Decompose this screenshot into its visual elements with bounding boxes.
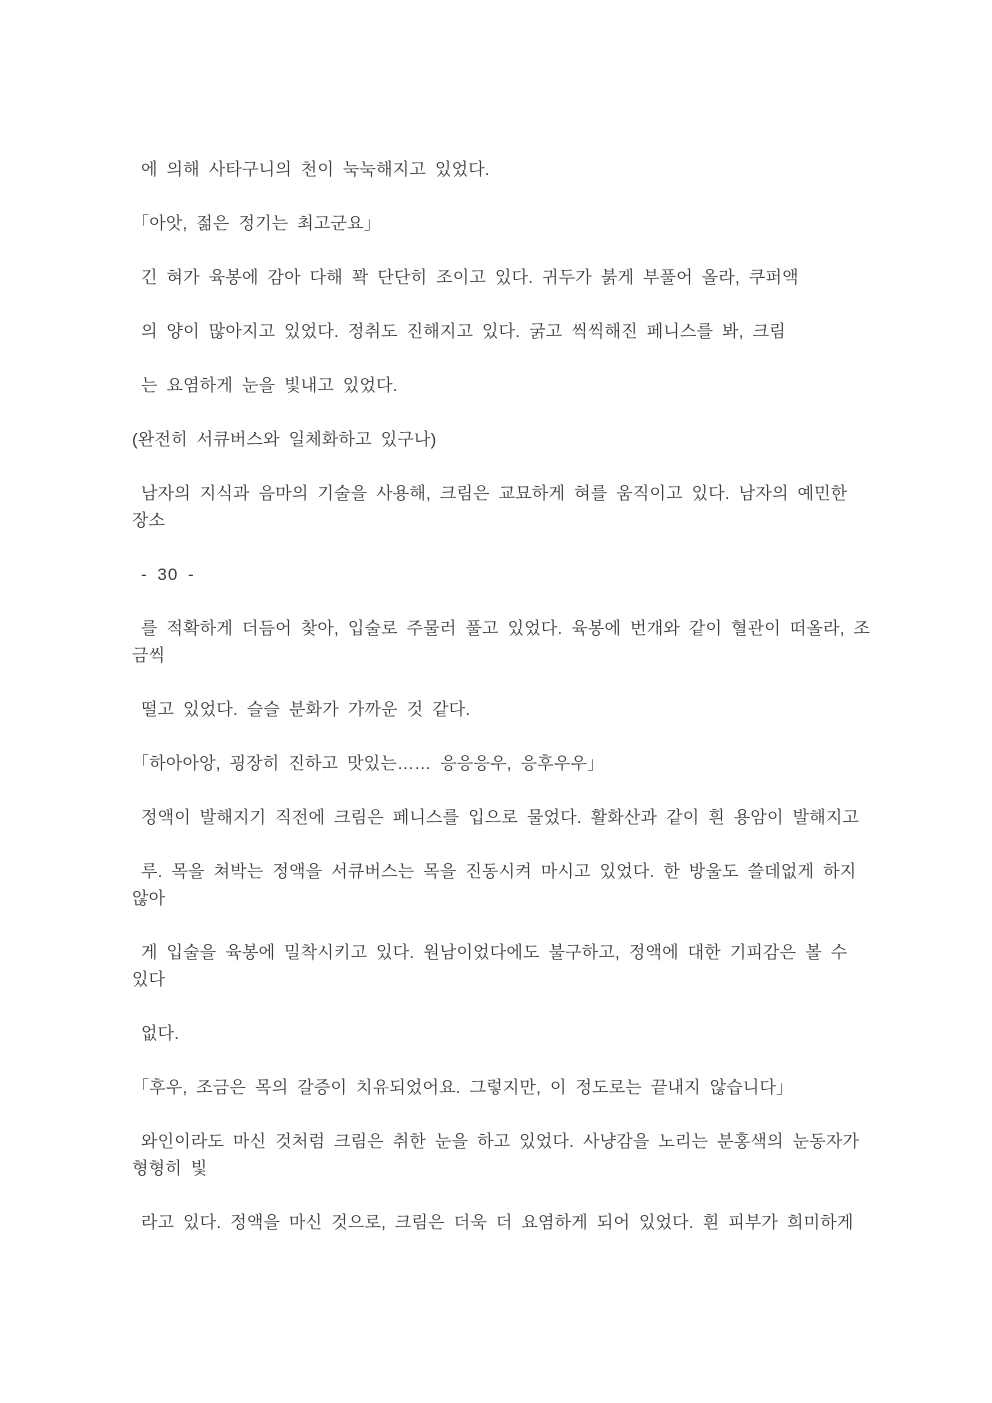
text-line: 「후우, 조금은 목의 갈증이 치유되었어요. 그렇지만, 이 정도로는 끝내지 않습니다」 — [132, 1078, 794, 1097]
text-line: 는 요염하게 눈을 빛내고 있었다. — [141, 376, 398, 395]
text-line: 「아앗, 젊은 정기는 최고군요」 — [132, 214, 381, 233]
text-line: 형형히 빛 — [132, 1159, 208, 1178]
text-line: 장소 — [132, 511, 166, 530]
text-line: 금씩 — [132, 646, 166, 665]
text-line: 게 입술을 육봉에 밀착시키고 있다. 원남이었다에도 불구하고, 정액에 대한 기피감은 볼 수 — [141, 943, 848, 962]
text-line: 라고 있다. 정액을 마신 것으로, 크림은 더욱 더 요염하게 되어 있었다. 흰 피부가 희미하게 — [141, 1213, 854, 1232]
dialogue-paragraph — [132, 1074, 892, 1101]
dialogue-paragraph — [132, 750, 892, 777]
text-line: 없다. — [141, 1024, 180, 1043]
text-line: 의 양이 많아지고 있었다. 정취도 진해지고 있다. 굵고 씩씩해진 페니스를 봐, 크림 — [141, 322, 786, 341]
text-line: 「하아아앙, 굉장히 진하고 맛있는…… 응응응우, 응후우우」 — [132, 754, 605, 773]
text-line: 있다 — [132, 970, 166, 989]
text-line: - 30 - — [141, 565, 195, 584]
text-line: 정액이 발해지기 직전에 크림은 페니스를 입으로 물었다. 활화산과 같이 흰 용암이 발해지고 — [141, 808, 860, 827]
text-line: 떨고 있었다. 슬슬 분화가 가까운 것 같다. — [141, 700, 471, 719]
body-paragraph — [132, 318, 892, 345]
body-paragraph — [132, 1209, 892, 1236]
text-line: 와인이라도 마신 것처럼 크림은 취한 눈을 하고 있었다. 사냥감을 노리는 분홍색의 눈동자가 — [141, 1132, 860, 1151]
text-content — [132, 156, 892, 1236]
body-paragraph — [132, 264, 892, 291]
body-paragraph — [132, 939, 892, 993]
body-paragraph — [132, 858, 892, 912]
text-line: 루. 목을 쳐박는 정액을 서큐버스는 목을 진동시켜 마시고 있었다. 한 방울도 쓸데없게 하지 — [141, 862, 857, 881]
text-line: 않아 — [132, 889, 166, 908]
body-paragraph — [132, 696, 892, 723]
body-paragraph — [132, 1020, 892, 1047]
body-paragraph — [132, 156, 892, 183]
thought-paragraph — [132, 426, 892, 453]
text-line: 남자의 지식과 음마의 기술을 사용해, 크림은 교묘하게 혀를 움직이고 있다. 남자의 예민한 — [141, 484, 848, 503]
text-line: 에 의해 사타구니의 천이 눅눅해지고 있었다. — [141, 160, 490, 179]
page-number — [132, 561, 892, 588]
body-paragraph — [132, 615, 892, 669]
body-paragraph — [132, 372, 892, 399]
dialogue-paragraph — [132, 210, 892, 237]
text-line: 긴 혀가 육봉에 감아 다해 꽉 단단히 조이고 있다. 귀두가 붉게 부풀어 올라, 쿠퍼액 — [141, 268, 799, 287]
text-line: (완전히 서큐버스와 일체화하고 있구나) — [132, 430, 437, 449]
text-line: 를 적확하게 더듬어 찾아, 입술로 주물러 풀고 있었다. 육봉에 번개와 같이 혈관이 떠올라, 조 — [141, 619, 871, 638]
body-paragraph — [132, 1128, 892, 1182]
body-paragraph — [132, 480, 892, 534]
body-paragraph — [132, 804, 892, 831]
